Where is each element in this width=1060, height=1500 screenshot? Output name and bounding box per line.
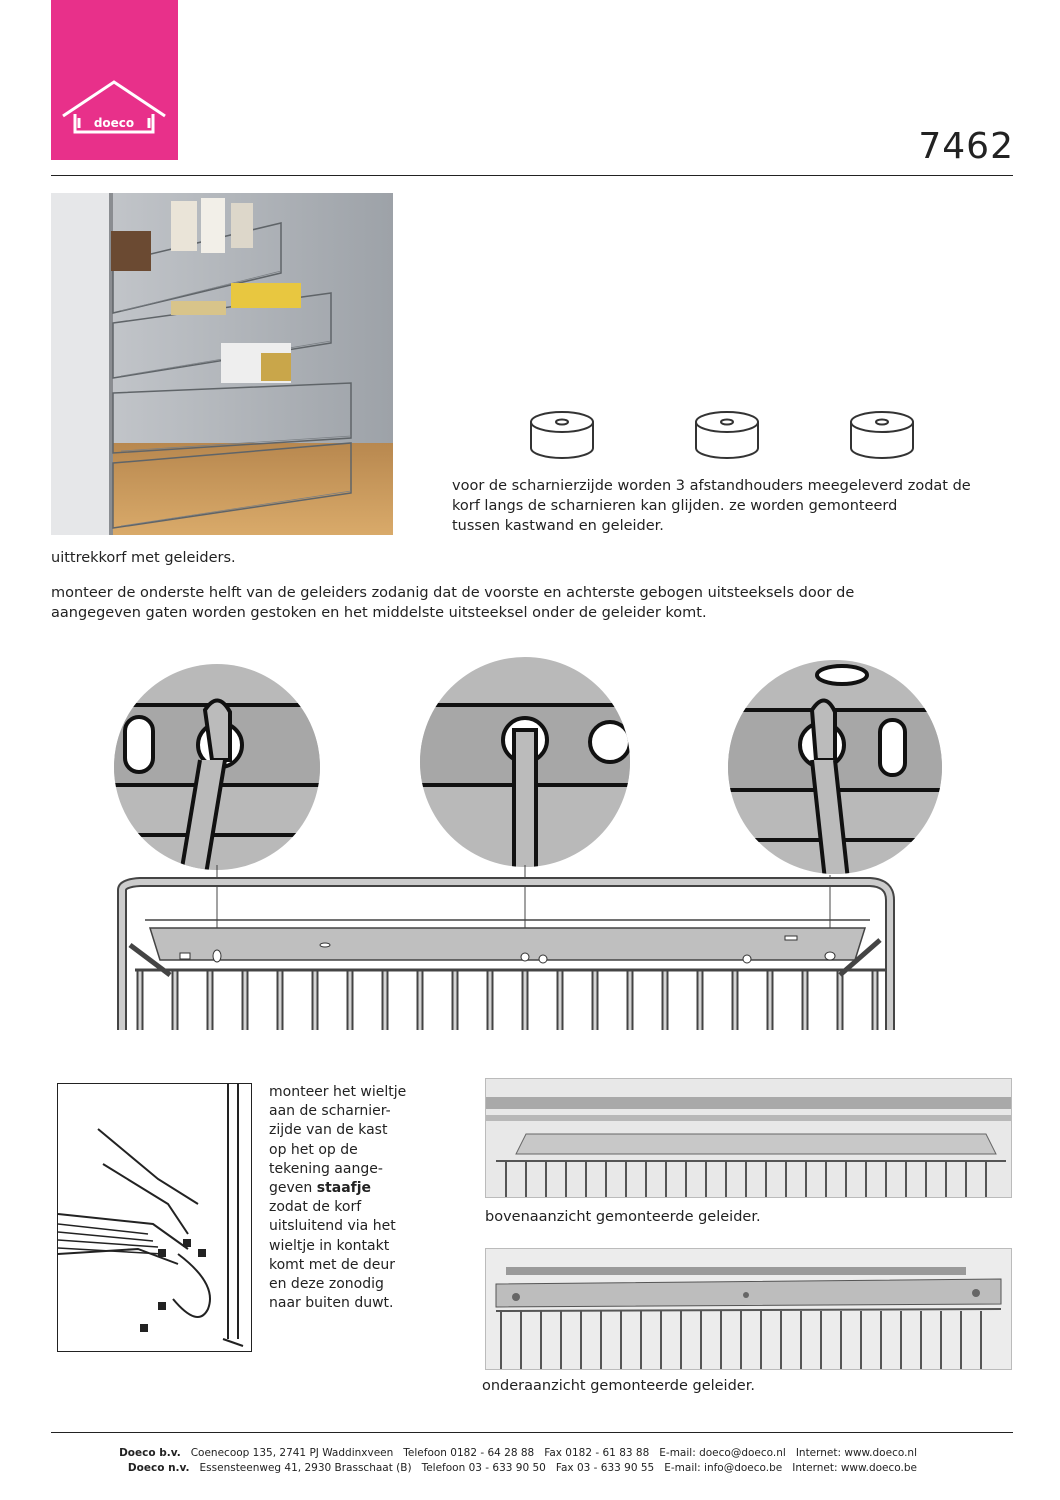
- mount-instruction-line: monteer de onderste helft van de geleiders zodanig dat de voorste en achterste gebogen uitsteeksels door de: [51, 585, 855, 601]
- staafje-emphasis: staafje: [316, 1180, 372, 1197]
- spacer-icon: [531, 412, 593, 458]
- footer-divider: [51, 1432, 1013, 1433]
- wheel-instruction-line: komt met de deur: [269, 1256, 396, 1273]
- spacer-icon: [851, 412, 913, 458]
- product-photo: [51, 193, 393, 535]
- wheel-sketch: [57, 1083, 252, 1352]
- detail-rear-hook: [710, 660, 950, 880]
- top-view-photo: [485, 1078, 1012, 1198]
- spacer-text-line: tussen kastwand en geleider.: [452, 518, 664, 534]
- detail-middle-hook: [400, 657, 650, 880]
- wheel-instruction-line: monteer het wieltje: [269, 1084, 407, 1100]
- rail-mount-diagram: [100, 650, 950, 1040]
- spacer-text-line: korf langs de scharnieren kan glijden. ze worden gemonteerd: [452, 498, 898, 514]
- wheel-instruction-line: zijde van de kast: [269, 1122, 388, 1139]
- basket-wires: [140, 970, 875, 1030]
- spacer-illustrations: [527, 408, 967, 468]
- spacer-text-line: voor de scharnierzijde worden 3 afstandhouders meegeleverd zodat de: [452, 478, 971, 494]
- detail-front-hook: [100, 664, 340, 880]
- wheel-instruction-line: en deze zonodig: [269, 1276, 384, 1293]
- document-number: 7462: [918, 126, 1014, 167]
- footer: [119, 1447, 917, 1474]
- wheel-instruction-line: zodat de korf: [269, 1199, 362, 1216]
- spacer-icon: [696, 412, 758, 458]
- wheel-instruction-line: op het op de: [269, 1141, 358, 1158]
- wheel-instruction-line: naar buiten duwt.: [269, 1295, 394, 1312]
- basket-rail-drawing: [122, 882, 890, 1030]
- mount-instruction-line: aangegeven gaten worden gestoken en het middelste uitsteeksel onder de geleider komt.: [51, 605, 707, 621]
- wheel-instruction-line: wieltje in kontakt: [269, 1237, 390, 1254]
- spacer-text: [452, 476, 1012, 536]
- wheel-instruction-line: geven staafje: [269, 1180, 372, 1197]
- logo-text: doeco: [93, 116, 135, 130]
- footer-line-bv: Doeco b.v. Coenecoop 135, 2741 PJ Waddinxveen Telefoon 0182 - 64 28 88 Fax 0182 - 61 83 88 E-mail: doeco@doeco.nl Internet: www.doeco.nl: [119, 1447, 917, 1459]
- wheel-instruction: [269, 1083, 459, 1313]
- bottom-view-photo: [485, 1248, 1012, 1370]
- footer-line-nv: Doeco n.v. Essensteenweg 41, 2930 Brasschaat (B) Telefoon 03 - 633 90 50 Fax 03 - 633 90 55 E-mail: info@doeco.be Internet: www.doeco.be: [127, 1462, 917, 1474]
- top-view-caption: bovenaanzicht gemonteerde geleider.: [485, 1209, 761, 1225]
- wheel-instruction-line: tekening aange-: [269, 1160, 383, 1177]
- wheel-instruction-line: aan de scharnier-: [269, 1103, 391, 1120]
- wheel-instruction-line: uitsluitend via het: [269, 1218, 396, 1235]
- header-divider: [51, 175, 1013, 176]
- bottom-view-caption: onderaanzicht gemonteerde geleider.: [482, 1378, 755, 1394]
- house-logo-icon: [51, 0, 178, 160]
- doeco-logo: [51, 0, 178, 160]
- mount-instruction: [51, 583, 1011, 623]
- photo-caption: uittrekkorf met geleiders.: [51, 550, 236, 566]
